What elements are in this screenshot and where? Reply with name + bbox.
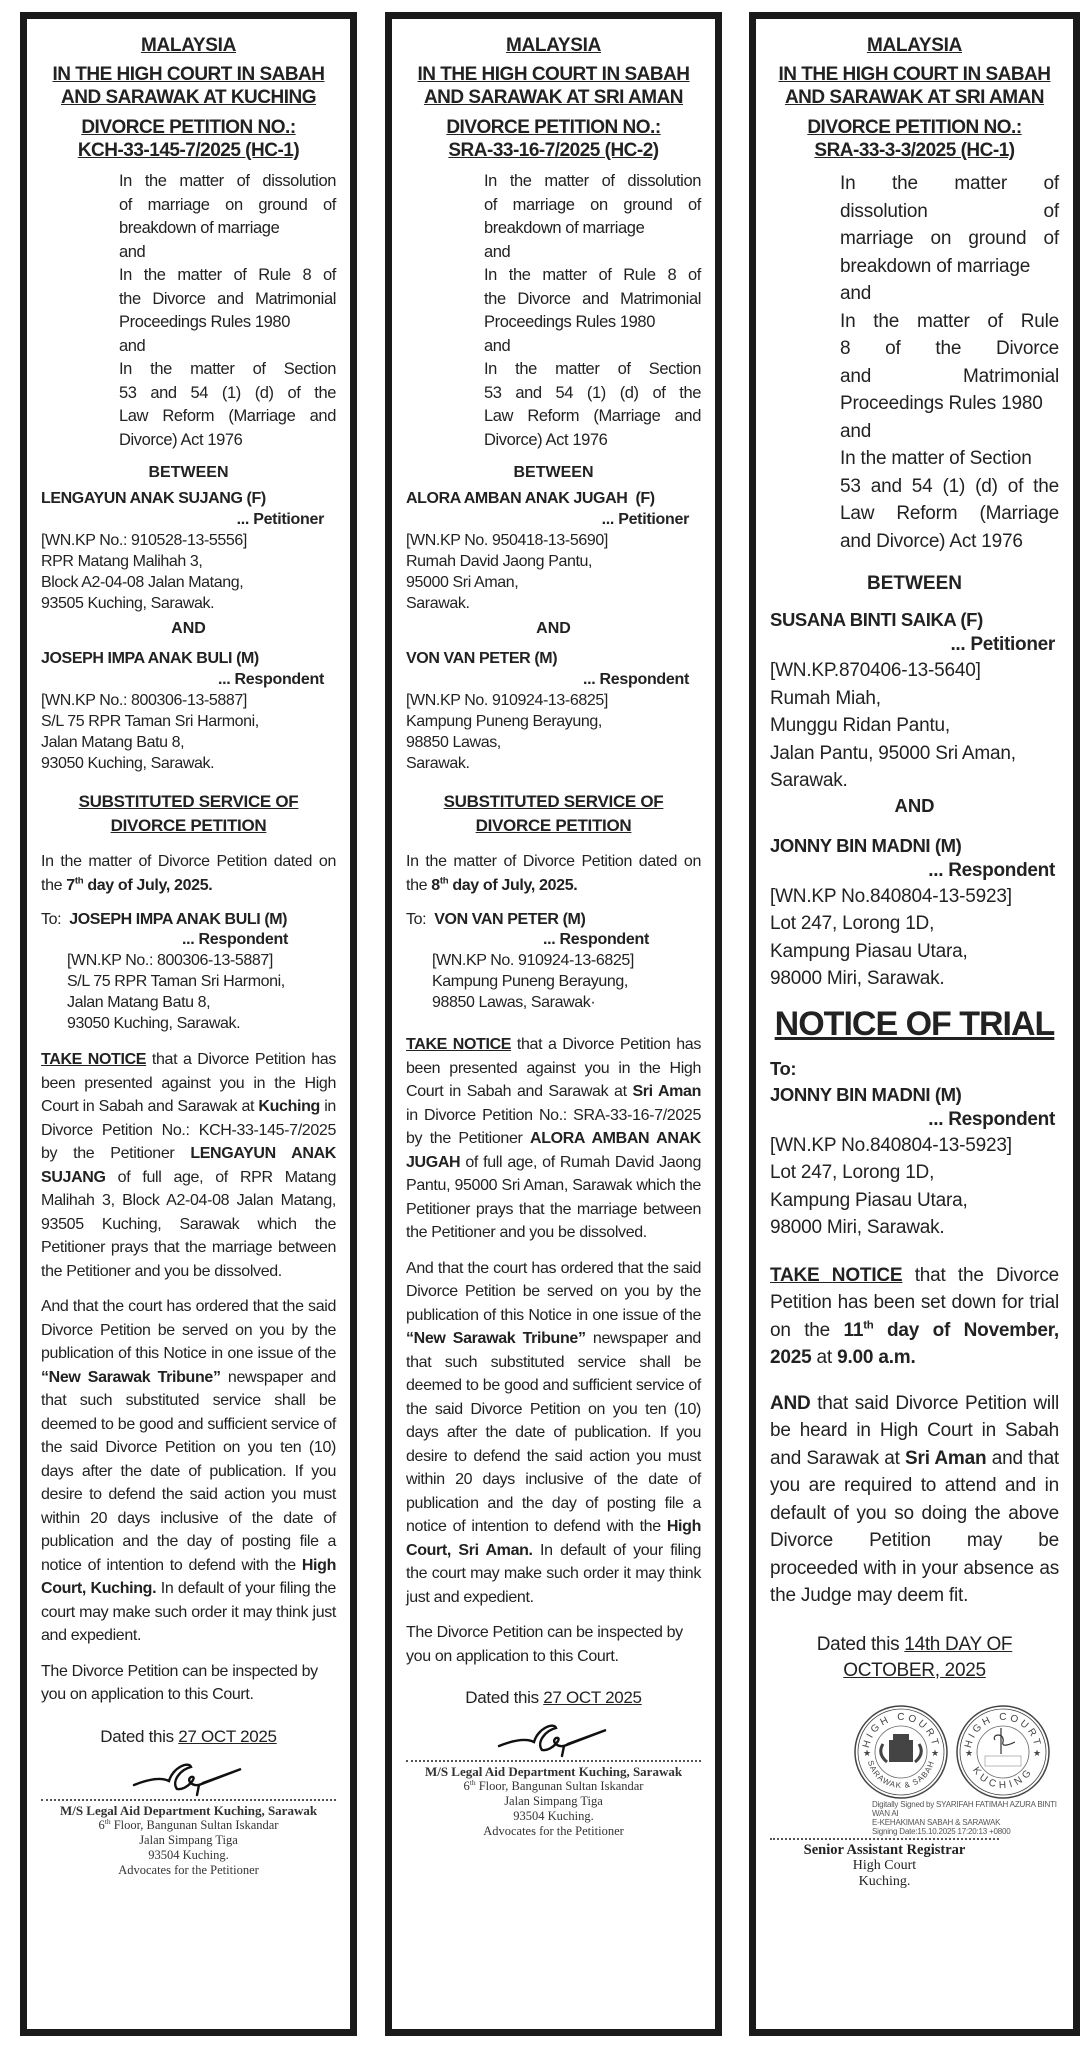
court-heading — [406, 63, 701, 109]
text: In default of your filing the court may make such order it may think just and expedient. — [406, 1541, 701, 1606]
heading-line: SUBSTITUTED SERVICE OF — [78, 792, 299, 811]
address-line: 98000 Miri, Sarawak. — [770, 1217, 945, 1238]
firm-role: Advocates for the Petitioner — [483, 1824, 624, 1838]
text: In the matter of Divorce Petition dated on the — [41, 853, 336, 894]
petitioner-name: LENGAYUN ANAK SUJANG (F) — [41, 490, 266, 507]
petition-number: SRA-33-16-7/2025 (HC-2) — [448, 140, 659, 161]
court-order-paragraph — [406, 1257, 701, 1610]
petition-number: SRA-33-3-3/2025 (HC-1) — [814, 140, 1015, 161]
to-recipient — [406, 909, 701, 930]
matter-line: the Divorce and Matrimonial — [484, 289, 701, 308]
text: And that the court has ordered that the said Divorce Petition be served on you by the publication of this Notice in one issue of the — [41, 1298, 336, 1362]
respondent-address — [41, 690, 336, 774]
text: 6 — [463, 1779, 470, 1793]
svg-text:★: ★ — [1032, 1747, 1041, 1758]
to-address — [67, 950, 336, 1034]
address-line: Sarawak. — [406, 595, 470, 612]
court-order-paragraph — [41, 1295, 336, 1648]
firm-street: Jalan Simpang Tiga — [139, 1832, 238, 1847]
to-role: ... Respondent — [928, 1108, 1055, 1130]
petition-number-heading — [770, 116, 1059, 162]
seal-bottom-text: KUCHING — [969, 1764, 1036, 1791]
matter-line: and — [119, 336, 146, 355]
court-heading — [41, 63, 336, 109]
trial-date-rest: day of November, 2025 — [770, 1319, 1059, 1368]
dated-value: 27 OCT 2025 — [543, 1688, 642, 1707]
svg-text:★: ★ — [964, 1747, 973, 1758]
seal-top-text: HIGH COURT — [860, 1711, 941, 1749]
court-heading — [770, 63, 1059, 109]
matter-line: and — [484, 242, 511, 261]
court-line-1: IN THE HIGH COURT IN SABAH — [778, 64, 1051, 85]
to-role: ... Respondent — [542, 931, 649, 948]
matter-line: In the matter of Rule 8 of — [484, 266, 701, 284]
digital-signature-info — [872, 1800, 1059, 1836]
dated-prefix: Dated this — [465, 1688, 544, 1707]
country-heading: MALAYSIA — [866, 35, 963, 56]
text: that a Divorce Petition has been presented against you in the High Court in Sabah and Sarawak at — [406, 1036, 701, 1100]
dated-line — [406, 1688, 701, 1708]
matter-line: Law Reform (Marriage and — [484, 407, 701, 425]
address-line: Kampung Piasau Utara, — [770, 940, 968, 962]
take-notice-paragraph — [406, 1033, 701, 1245]
address-line: RPR Matang Malihah 3, — [41, 553, 203, 570]
matter-line: and — [119, 242, 146, 261]
text: of full age, of RPR Matang Malihah 3, Block A2-04-08 Jalan Matang, 93505 Kuching, Sarawak which the Petitioner prays that the marriage between the Petitioner and you be dissolved. — [41, 1168, 336, 1280]
matter-line: 53 and 54 (1) (d) of the — [840, 475, 1059, 497]
court-seals — [844, 1704, 1059, 1800]
address-line: 93505 Kuching, Sarawak. — [41, 595, 215, 612]
matter-line: and Matrimonial — [840, 365, 1059, 387]
respondent-role: ... Respondent — [217, 671, 324, 688]
text: in Divorce Petition No.: SRA-33-16-7/2025 by the Petitioner — [406, 1106, 701, 1147]
notice-of-trial — [749, 12, 1080, 2036]
between-label: BETWEEN — [867, 573, 962, 594]
address-line: Jalan Matang Batu 8, — [67, 994, 211, 1011]
address-line: Sarawak. — [770, 770, 848, 791]
text: In the matter of Divorce Petition dated on the — [406, 853, 701, 894]
matter-line: Law Reform (Marriage — [840, 503, 1059, 524]
to-recipient — [41, 909, 336, 930]
matter-clauses — [119, 170, 336, 452]
address-line: Lot 247, Lorong 1D, — [770, 1162, 935, 1183]
petition-label: DIVORCE PETITION NO.: — [81, 117, 296, 138]
address-line: Rumah David Jaong Pantu, — [406, 553, 593, 570]
substituted-service-heading — [41, 790, 336, 838]
address-line: Jalan Pantu, 95000 Sri Aman, — [770, 742, 1016, 764]
take-notice-paragraph — [770, 1262, 1059, 1372]
dated-line — [41, 1727, 336, 1747]
signature-line — [406, 1760, 701, 1762]
dated-value: 14th DAY OF — [904, 1633, 1013, 1655]
day: 8 — [431, 876, 440, 894]
court-line-2: AND SARAWAK AT SRI AMAN — [784, 87, 1045, 108]
respondent-address — [770, 883, 1059, 993]
text: newspaper and that such substituted service shall be deemed to be good and sufficient service of the said Divorce Petition on you ten (10) days after the date of publication. If you desire to defend the said action you must within 20 days inclusive of the date of publication and the day of posting file a notice of intention to defend with the — [406, 1330, 701, 1535]
matter-line: of marriage on ground of — [484, 195, 701, 214]
address-line: [WN.KP No.: 800306-13-5887] — [67, 952, 273, 969]
heading-line: SUBSTITUTED SERVICE OF — [443, 792, 664, 811]
court-name-inline: High Court, Kuching. — [41, 1556, 336, 1597]
court-line-1: IN THE HIGH COURT IN SABAH — [52, 64, 325, 85]
respondent-address — [406, 690, 701, 774]
text: at — [811, 1347, 838, 1368]
address-line: Kampung Puneng Berayung, — [432, 973, 628, 990]
petitioner-name: ALORA AMBAN ANAK JUGAH (F) — [406, 490, 655, 507]
text: of full age, of Rumah David Jaong Pantu, 95000 Sri Aman, Sarawak which the Petitioner prays that the marriage between the Petitioner and you be dissolved. — [406, 1153, 701, 1241]
signature-line — [770, 1838, 999, 1840]
newspaper-name: “New Sarawak Tribune” — [406, 1330, 586, 1347]
notice-substituted-service-kuching — [20, 12, 357, 2036]
and-label: AND — [536, 620, 571, 637]
svg-text:SARAWAK & SABAH — [865, 1759, 935, 1790]
text: Floor, Bangunan Sultan Iskandar — [475, 1779, 644, 1793]
matter-line: Divorce) Act 1976 — [119, 430, 243, 449]
firm-street: Jalan Simpang Tiga — [504, 1794, 603, 1808]
address-line: Lot 247, Lorong 1D, — [770, 913, 935, 934]
matter-line: In the matter of — [840, 173, 1059, 194]
petitioner-role: ... Petitioner — [950, 634, 1055, 655]
notice-substituted-service-sri-aman — [385, 12, 722, 2036]
seal-top-text: HIGH COURT — [962, 1711, 1043, 1749]
ordinal-suffix: th — [469, 1777, 476, 1787]
matter-line: and — [840, 420, 872, 442]
respondent-name: VON VAN PETER (M) — [406, 650, 558, 667]
matter-line: and — [840, 283, 872, 304]
firm-role: Advocates for the Petitioner — [118, 1862, 259, 1877]
svg-text:★: ★ — [930, 1747, 939, 1758]
high-court-seal-icon — [853, 1704, 949, 1800]
ordinal-suffix: th — [74, 875, 84, 887]
firm-city: 93504 Kuching. — [148, 1847, 229, 1862]
address-line: Rumah Miah, — [770, 687, 881, 709]
notice-of-trial-title: NOTICE OF TRIAL — [774, 1004, 1055, 1043]
ordinal-suffix: th — [104, 1816, 111, 1826]
substituted-service-heading — [406, 790, 701, 838]
matter-line: and — [484, 336, 511, 355]
text: 6 — [98, 1817, 105, 1832]
dated-prefix: Dated this — [100, 1726, 179, 1746]
court-line-2: AND SARAWAK AT SRI AMAN — [423, 87, 684, 108]
petition-number-heading — [41, 116, 336, 162]
dated-value: OCTOBER, 2025 — [843, 1659, 986, 1681]
address-line: 98850 Lawas, — [406, 734, 501, 751]
petition-number: KCH-33-145-7/2025 (HC-1) — [77, 140, 300, 161]
petition-label: DIVORCE PETITION NO.: — [807, 117, 1022, 138]
matter-line: In the matter of Section — [484, 360, 701, 378]
court-place: Sri Aman — [905, 1447, 987, 1469]
and-label: AND — [171, 620, 206, 637]
matter-line: and Divorce) Act 1976 — [840, 530, 1023, 552]
law-firm-block — [406, 1764, 701, 1839]
address-line: [WN.KP No.840804-13-5923] — [770, 1134, 1012, 1156]
address-line: [WN.KP No. 950418-13-5690] — [406, 532, 608, 549]
petition-date-paragraph — [41, 850, 336, 897]
to-label: To: — [770, 1057, 797, 1079]
to-name: VON VAN PETER (M) — [434, 911, 586, 928]
address-line: 95000 Sri Aman, — [406, 574, 519, 591]
digital-signature-line: E-KEHAKIMAN SABAH & SARAWAK — [872, 1817, 1001, 1827]
matter-line: breakdown of marriage — [840, 255, 1031, 277]
address-line: Kampung Puneng Berayung, — [406, 713, 602, 730]
ordinal-suffix: th — [863, 1319, 874, 1332]
trial-time: 9.00 a.m. — [837, 1347, 916, 1368]
matter-line: In the matter of dissolution — [484, 172, 701, 190]
petition-date-paragraph — [406, 850, 701, 897]
to-label: To: — [41, 911, 62, 928]
registrar-block — [770, 1842, 999, 1890]
to-role: ... Respondent — [181, 931, 288, 948]
address-line: 93050 Kuching, Sarawak. — [67, 1015, 241, 1032]
matter-line: Proceedings Rules 1980 — [840, 393, 1043, 414]
petition-label: DIVORCE PETITION NO.: — [446, 117, 661, 138]
matter-line: of marriage on ground of — [119, 195, 336, 214]
matter-line: 53 and 54 (1) (d) of the — [484, 383, 701, 402]
and-label: AND — [894, 794, 935, 816]
petitioner-address — [406, 530, 701, 614]
matter-line: breakdown of marriage — [484, 219, 645, 237]
address-line: Block A2-04-08 Jalan Matang, — [41, 574, 244, 591]
heading-line: DIVORCE PETITION — [110, 816, 267, 835]
address-line: Sarawak. — [406, 755, 470, 772]
court-name-inline: High Court, Sri Aman. — [406, 1518, 701, 1559]
signature-icon — [129, 1755, 249, 1797]
take-notice-label: TAKE NOTICE — [770, 1264, 903, 1286]
date-rest: day of July, 2025. — [448, 876, 578, 894]
registrar-court: High Court — [852, 1857, 917, 1873]
matter-line: dissolution of — [840, 200, 1059, 222]
address-line: [WN.KP No. 910924-13-6825] — [432, 952, 634, 969]
and-label-inline: AND — [770, 1392, 811, 1414]
digital-signature-line: Digitally Signed by SYARIFAH FATIMAH AZURA BINTI WAN AI — [872, 1799, 1057, 1818]
address-line: [WN.KP No.840804-13-5923] — [770, 885, 1012, 907]
court-line-1: IN THE HIGH COURT IN SABAH — [417, 64, 690, 85]
heading-line: DIVORCE PETITION — [475, 816, 632, 835]
text: that a Divorce Petition has been presented against you in the High Court in Sabah and Sarawak at — [41, 1051, 336, 1115]
matter-line: marriage on ground of — [840, 228, 1059, 249]
dated-value: 27 OCT 2025 — [178, 1726, 277, 1746]
matter-line: In the matter of dissolution — [119, 172, 336, 190]
petitioner-role: ... Petitioner — [601, 511, 689, 528]
country-heading: MALAYSIA — [505, 35, 602, 56]
petitioner-address — [770, 657, 1059, 795]
to-address — [770, 1132, 1059, 1242]
take-notice-paragraph — [41, 1048, 336, 1283]
matter-line: 53 and 54 (1) (d) of the — [119, 383, 336, 402]
registrar-title: Senior Assistant Registrar — [803, 1841, 966, 1858]
matter-line: In the matter of Section — [840, 448, 1032, 469]
address-line: 93050 Kuching, Sarawak. — [41, 755, 215, 772]
dated-line — [770, 1632, 1059, 1684]
respondent-role: ... Respondent — [582, 671, 689, 688]
address-line: [WN.KP.870406-13-5640] — [770, 660, 981, 681]
take-notice-label: TAKE NOTICE — [41, 1051, 147, 1068]
text: that said Divorce Petition will be heard in High Court in Sabah and Sarawak at — [770, 1392, 1059, 1469]
court-place: Kuching — [258, 1098, 320, 1115]
day: 7 — [66, 876, 75, 894]
matter-line: In the matter of Rule 8 of — [119, 266, 336, 284]
petitioner-name-inline: LENGAYUN ANAK SUJANG — [41, 1145, 336, 1186]
address-line: 98000 Miri, Sarawak. — [770, 968, 945, 989]
matter-line: In the matter of Section — [119, 360, 336, 378]
address-line: Jalan Matang Batu 8, — [41, 734, 185, 751]
matter-clauses — [484, 170, 701, 452]
signature-line — [41, 1799, 336, 1801]
dated-prefix: Dated this — [816, 1633, 905, 1655]
text: Floor, Bangunan Sultan Iskandar — [110, 1817, 279, 1832]
firm-name: M/S Legal Aid Department Kuching, Sarawak — [59, 1802, 318, 1818]
firm-city: 93504 Kuching. — [513, 1809, 594, 1823]
court-place: Sri Aman — [632, 1083, 701, 1100]
to-name: JONNY BIN MADNI (M) — [770, 1083, 962, 1105]
text: And that the court has ordered that the said Divorce Petition be served on you by the publication of this Notice in one issue of the — [406, 1259, 701, 1324]
text: that the Divorce Petition has been set down for trial on the — [770, 1264, 1059, 1341]
court-line-2: AND SARAWAK AT KUCHING — [61, 87, 316, 108]
petitioner-name: SUSANA BINTI SAIKA (F) — [770, 609, 983, 630]
matter-line: Law Reform (Marriage and — [119, 407, 336, 425]
firm-floor — [406, 1779, 701, 1794]
ordinal-suffix: th — [439, 875, 449, 887]
signature-icon — [494, 1716, 614, 1758]
text: In default of your filing the court may make such order it may think just and expedient. — [41, 1580, 336, 1644]
inspection-paragraph: The Divorce Petition can be inspected by you on application to this Court. — [41, 1662, 318, 1703]
matter-line: the Divorce and Matrimonial — [119, 289, 336, 308]
address-line: 98850 Lawas, Sarawak· — [432, 994, 596, 1011]
newspaper-name: “New Sarawak Tribune” — [41, 1368, 221, 1386]
address-line: S/L 75 RPR Taman Sri Harmoni, — [67, 973, 285, 990]
address-line: [WN.KP No.: 910528-13-5556] — [41, 532, 247, 549]
law-firm-block — [41, 1803, 336, 1878]
petition-number-heading — [406, 116, 701, 162]
text: newspaper and that such substituted service shall be deemed to be good and sufficient service of the said Divorce Petition on you ten (10) days after the date of publication. If you desire to defend the said action you must within 20 days inclusive of the date of publication and the day of posting file a notice of intention to defend with the — [41, 1368, 336, 1574]
matter-line: Proceedings Rules 1980 — [484, 313, 655, 331]
trial-day: 11 — [843, 1319, 864, 1341]
between-label: BETWEEN — [148, 464, 229, 481]
address-line: [WN.KP No.: 800306-13-5887] — [41, 692, 247, 709]
firm-name: M/S Legal Aid Department Kuching, Sarawak — [424, 1764, 683, 1779]
respondent-name: JONNY BIN MADNI (M) — [770, 834, 962, 856]
text: and that you are required to attend and in default of you so doing the above Divorce Petition may be proceeded with in your absence as the Judge may deem fit. — [770, 1447, 1060, 1606]
registrar-city: Kuching. — [858, 1873, 911, 1889]
matter-clauses — [840, 170, 1059, 555]
svg-text:★: ★ — [862, 1747, 871, 1758]
address-line: Kampung Piasau Utara, — [770, 1189, 968, 1211]
to-address — [432, 950, 701, 1013]
matter-line: Proceedings Rules 1980 — [119, 313, 290, 331]
address-line: [WN.KP No. 910924-13-6825] — [406, 692, 608, 709]
to-label: To: — [406, 911, 427, 928]
matter-line: In the matter of Rule — [840, 310, 1059, 332]
address-line: Munggu Ridan Pantu, — [770, 715, 950, 736]
petitioner-address — [41, 530, 336, 614]
kuching-court-seal-icon — [955, 1704, 1051, 1800]
country-heading: MALAYSIA — [140, 35, 237, 56]
digital-signature-line: Signing Date:15.10.2025 17:20:13 +0800 — [872, 1826, 1011, 1836]
between-label: BETWEEN — [513, 464, 594, 481]
seal-bottom-text: SARAWAK & SABAH — [865, 1758, 936, 1790]
matter-line: Divorce) Act 1976 — [484, 430, 608, 449]
take-notice-label: TAKE NOTICE — [406, 1036, 512, 1053]
matter-line: breakdown of marriage — [119, 219, 280, 237]
respondent-role: ... Respondent — [928, 859, 1055, 881]
inspection-paragraph: The Divorce Petition can be inspected by you on application to this Court. — [406, 1624, 683, 1665]
firm-floor — [41, 1818, 336, 1833]
text: in Divorce Petition No.: KCH-33-145-7/2025 by the Petitioner — [41, 1098, 336, 1162]
petitioner-name-inline: ALORA AMBAN ANAK JUGAH — [406, 1130, 701, 1171]
respondent-name: JOSEPH IMPA ANAK BULI (M) — [41, 650, 259, 667]
matter-line: 8 of the Divorce — [840, 338, 1059, 359]
date-rest: day of July, 2025. — [83, 876, 213, 894]
address-line: S/L 75 RPR Taman Sri Harmoni, — [41, 713, 259, 730]
hearing-paragraph — [770, 1390, 1059, 1610]
petitioner-role: ... Petitioner — [236, 511, 324, 528]
to-name: JOSEPH IMPA ANAK BULI (M) — [69, 911, 288, 928]
